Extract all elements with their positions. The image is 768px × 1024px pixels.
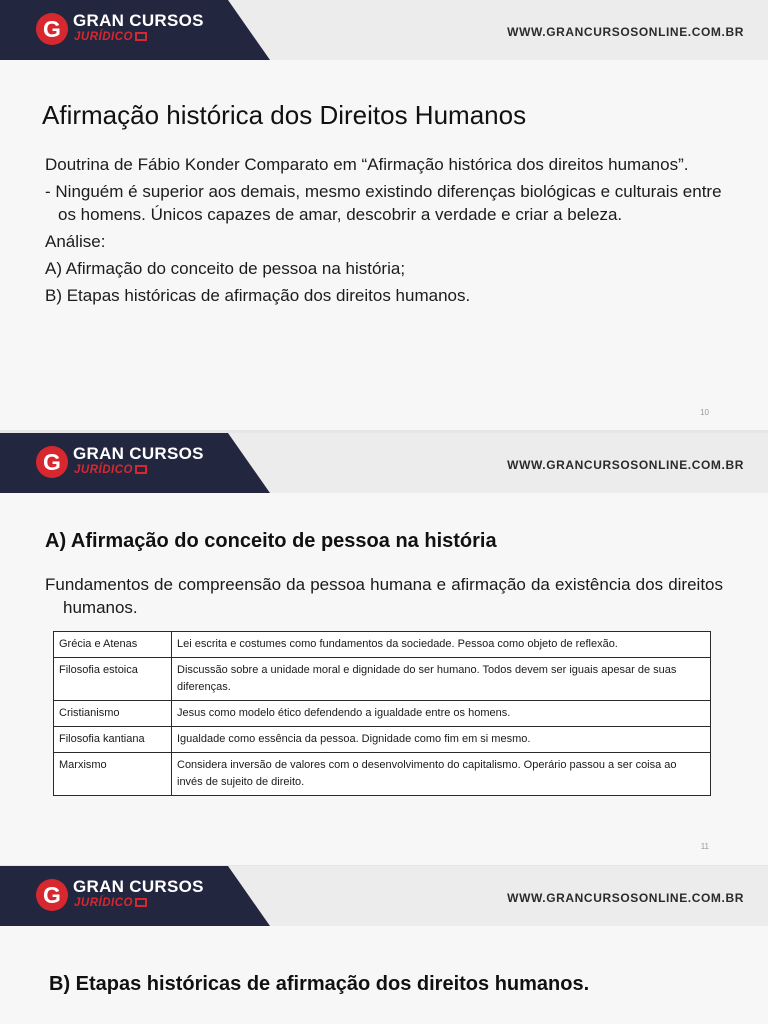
slide-header: [0, 433, 768, 493]
slide-title: A) Afirmação do conceito de pessoa na história: [45, 530, 497, 552]
paragraph-doctrine: Doutrina de Fábio Konder Comparato em “Afirmação histórica dos direitos humanos”.: [45, 155, 689, 174]
row-label: Grécia e Atenas: [54, 632, 172, 658]
logo-subtitle-text: JURÍDICO: [74, 464, 133, 476]
row-label: Filosofia estoica: [54, 658, 172, 701]
logo-badge-icon: [135, 32, 147, 41]
logo-badge-icon: [135, 465, 147, 474]
logo-title: GRAN CURSOS: [73, 11, 204, 30]
logo-g-icon: G: [36, 446, 68, 478]
table-row: [54, 632, 711, 658]
slide-intro: [45, 573, 723, 619]
paragraph-analysis: Análise:: [45, 232, 106, 251]
row-label: Marxismo: [54, 753, 172, 796]
slide-header: [0, 0, 768, 60]
website-url: WWW.GRANCURSOSONLINE.COM.BR: [507, 25, 744, 39]
row-text: Lei escrita e costumes como fundamentos da sociedade. Pessoa como objeto de reflexão.: [172, 632, 711, 658]
website-url: WWW.GRANCURSOSONLINE.COM.BR: [507, 891, 744, 905]
table-row: [54, 701, 711, 727]
slide-11: [0, 433, 768, 865]
item-a: A) Afirmação do conceito de pessoa na história;: [45, 259, 406, 278]
slide-12: [0, 866, 768, 1024]
paragraph-equality: - Ninguém é superior aos demais, mesmo existindo diferenças biológicas e culturais entre os homens. Únicos capazes de amar, descobrir a verdade e criar a beleza.: [45, 182, 722, 224]
row-text: Jesus como modelo ético defendendo a igualdade entre os homens.: [172, 701, 711, 727]
gran-cursos-logo: [36, 444, 216, 482]
page-number: 10: [700, 408, 709, 417]
logo-badge-icon: [135, 898, 147, 907]
logo-subtitle: [74, 897, 147, 909]
logo-title: GRAN CURSOS: [73, 444, 204, 463]
page-number: 11: [700, 842, 709, 851]
logo-subtitle-text: JURÍDICO: [74, 897, 133, 909]
row-text: Discussão sobre a unidade moral e dignidade do ser humano. Todos devem ser iguais apesar de suas diferenças.: [172, 658, 711, 701]
website-url: WWW.GRANCURSOSONLINE.COM.BR: [507, 458, 744, 472]
item-b: B) Etapas históricas de afirmação dos direitos humanos.: [45, 286, 471, 305]
logo-subtitle: [74, 464, 147, 476]
logo-title: GRAN CURSOS: [73, 877, 204, 896]
slide-title: Afirmação histórica dos Direitos Humanos: [42, 100, 527, 130]
table-row: [54, 727, 711, 753]
table-row: [54, 753, 711, 796]
gran-cursos-logo: [36, 877, 216, 915]
slide-body: [45, 153, 725, 311]
gran-cursos-logo: [36, 11, 216, 49]
logo-subtitle-text: JURÍDICO: [74, 31, 133, 43]
logo-g-icon: G: [36, 879, 68, 911]
row-label: Cristianismo: [54, 701, 172, 727]
logo-g-icon: G: [36, 13, 68, 45]
intro-paragraph: Fundamentos de compreensão da pessoa humana e afirmação da existência dos direitos humanos.: [45, 575, 723, 617]
row-text: Considera inversão de valores com o desenvolvimento do capitalismo. Operário passou a ser coisa ao invés de sujeito de direito.: [172, 753, 711, 796]
history-table: [53, 631, 711, 796]
table-row: [54, 658, 711, 701]
slide-header: [0, 866, 768, 926]
logo-subtitle: [74, 31, 147, 43]
slide-title: B) Etapas históricas de afirmação dos direitos humanos.: [49, 973, 590, 995]
slide-10: [0, 0, 768, 430]
row-text: Igualdade como essência da pessoa. Dignidade como fim em si mesmo.: [172, 727, 711, 753]
row-label: Filosofia kantiana: [54, 727, 172, 753]
